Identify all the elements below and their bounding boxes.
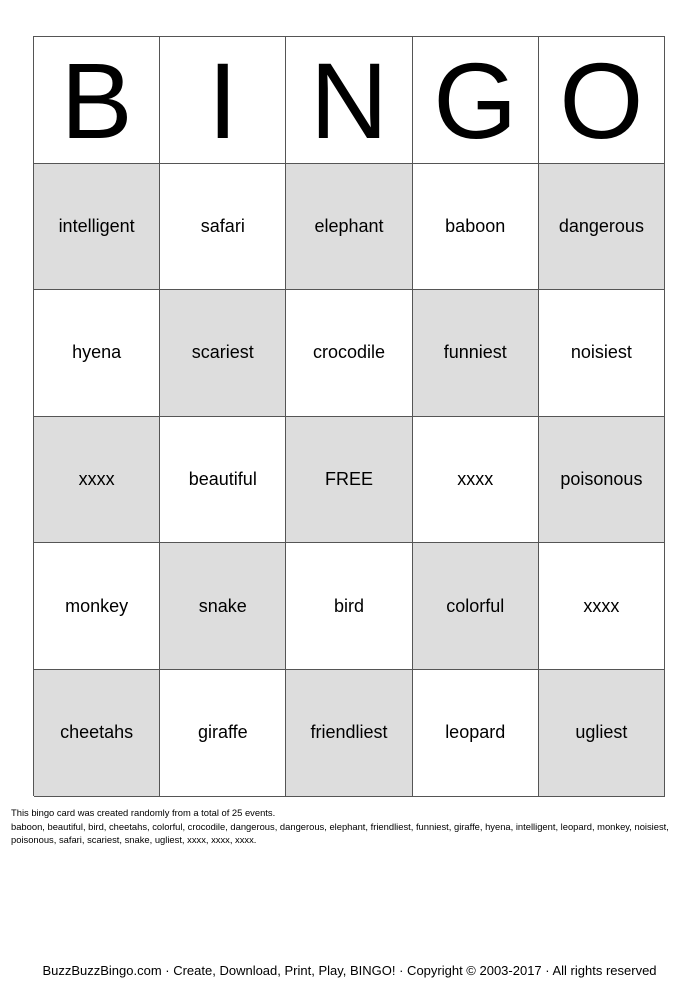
bingo-cell: monkey — [34, 543, 160, 670]
header-letter-i: I — [160, 37, 286, 164]
bingo-row-1 — [34, 164, 665, 291]
bingo-cell: crocodile — [286, 290, 412, 417]
bingo-cell: hyena — [34, 290, 160, 417]
bingo-cell: cheetahs — [34, 670, 160, 797]
bingo-row-2 — [34, 290, 665, 417]
note-summary: This bingo card was created randomly from a total of 25 events. — [11, 807, 276, 818]
bingo-cell: giraffe — [160, 670, 286, 797]
bingo-cell: beautiful — [160, 417, 286, 544]
bingo-row-3 — [34, 417, 665, 544]
bingo-cell: leopard — [413, 670, 539, 797]
page-footer: BuzzBuzzBingo.com · Create, Download, Print, Play, BINGO! · Copyright © 2003-2017 · All rights reserved — [42, 963, 657, 978]
bingo-cell: xxxx — [413, 417, 539, 544]
card-note — [11, 806, 691, 847]
bingo-cell: dangerous — [539, 164, 665, 291]
bingo-cell: noisiest — [539, 290, 665, 417]
header-letter-b: B — [34, 37, 160, 164]
bingo-cell: intelligent — [34, 164, 160, 291]
note-word-list: baboon, beautiful, bird, cheetahs, colorful, crocodile, dangerous, dangerous, elephant, friendliest, funniest, giraffe, hyena, intelligent, leopard, monkey, noisiest, poisonous, safari, scariest, snake, ugliest, xxxx, xxxx, xxxx. — [11, 820, 669, 845]
bingo-card — [33, 36, 665, 796]
header-letter-o: O — [539, 37, 665, 164]
bingo-cell: xxxx — [539, 543, 665, 670]
bingo-cell: scariest — [160, 290, 286, 417]
header-letter-g: G — [413, 37, 539, 164]
bingo-cell: funniest — [413, 290, 539, 417]
bingo-cell: bird — [286, 543, 412, 670]
bingo-cell: safari — [160, 164, 286, 291]
bingo-cell: elephant — [286, 164, 412, 291]
bingo-cell: xxxx — [34, 417, 160, 544]
bingo-header-row — [34, 37, 665, 164]
header-letter-n: N — [286, 37, 412, 164]
bingo-cell: colorful — [413, 543, 539, 670]
bingo-cell: snake — [160, 543, 286, 670]
free-space-cell: FREE — [286, 417, 412, 544]
bingo-row-4 — [34, 543, 665, 670]
bingo-cell: ugliest — [539, 670, 665, 797]
bingo-row-5 — [34, 670, 665, 797]
bingo-cell: friendliest — [286, 670, 412, 797]
bingo-cell: baboon — [413, 164, 539, 291]
bingo-cell: poisonous — [539, 417, 665, 544]
